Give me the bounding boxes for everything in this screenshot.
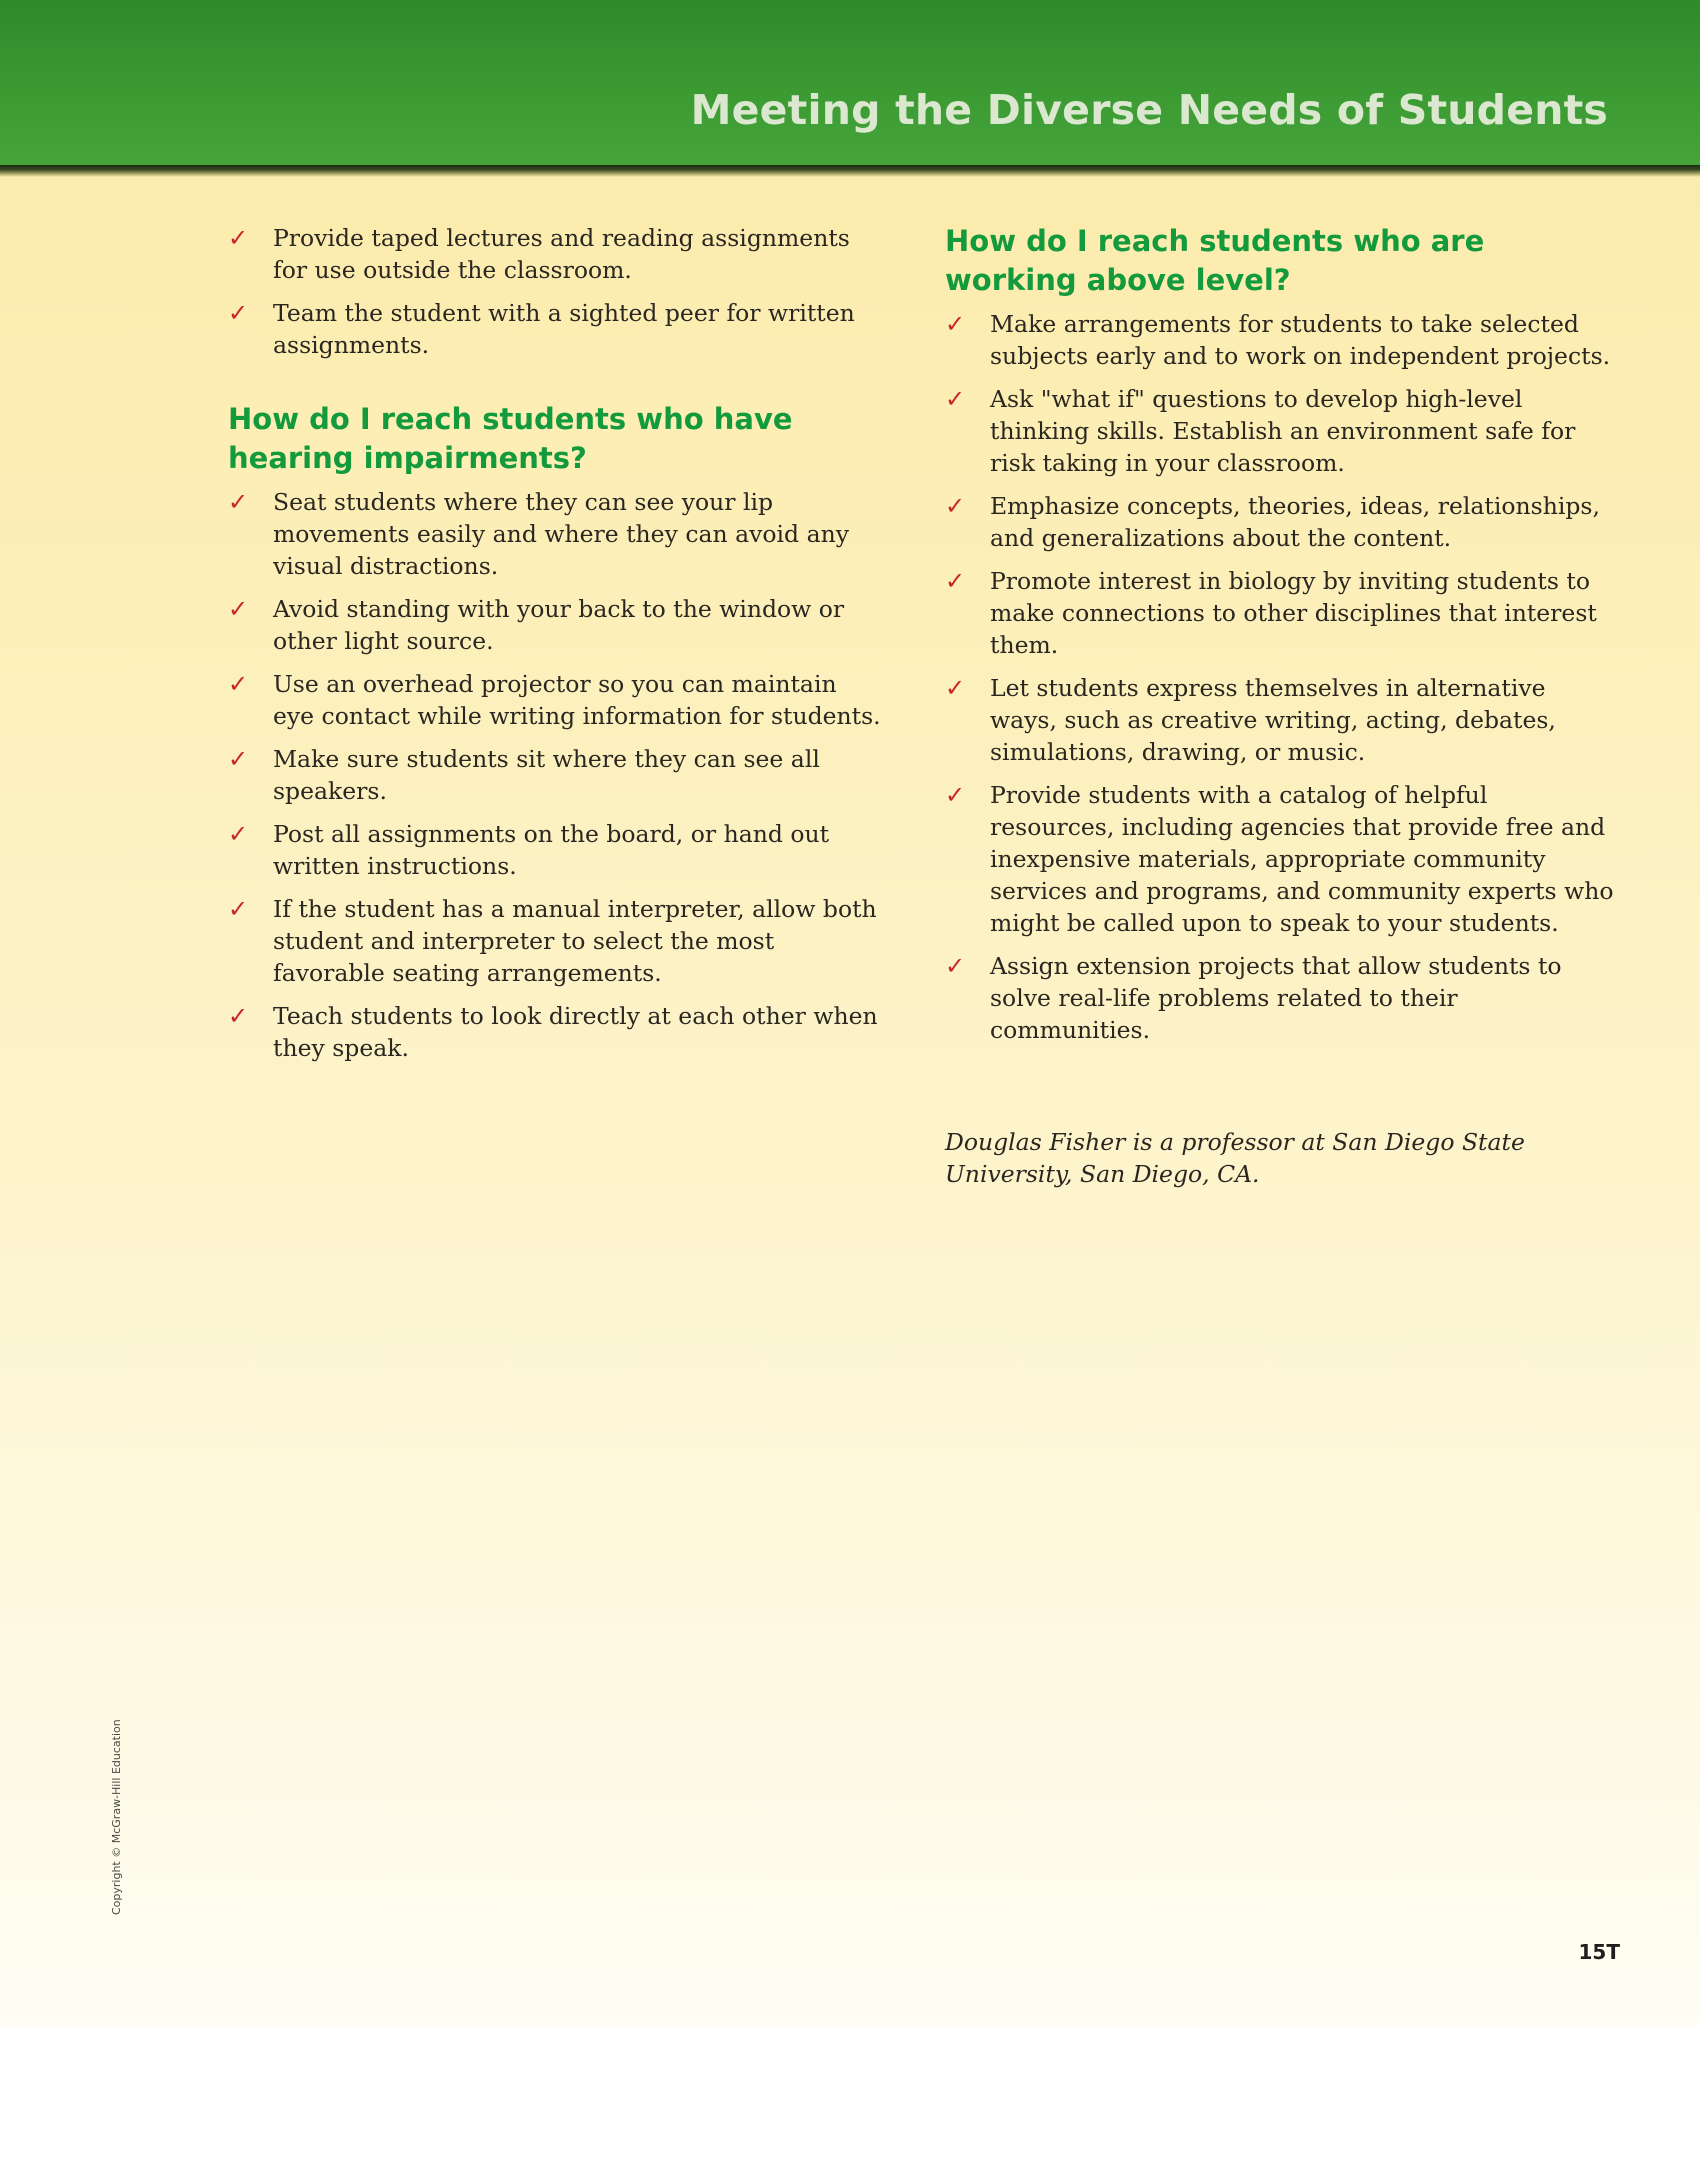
checkmark-icon: ✓ <box>945 492 966 520</box>
checkmark-icon: ✓ <box>945 781 966 809</box>
left-column <box>228 222 884 1075</box>
list-item: ✓ Promote interest in biology by inviting students to make connections to other disciplines that interest them. <box>945 567 1597 659</box>
intro-list <box>228 222 884 361</box>
list-item: ✓ Emphasize concepts, theories, ideas, relationships, and generalizations about the content. <box>945 492 1600 552</box>
checkmark-icon: ✓ <box>945 385 966 413</box>
checkmark-icon: ✓ <box>945 952 966 980</box>
header-divider <box>0 165 1700 177</box>
right-column <box>945 222 1617 1057</box>
checkmark-icon: ✓ <box>228 1002 249 1030</box>
checkmark-icon: ✓ <box>228 820 249 848</box>
checkmark-icon: ✓ <box>228 595 249 623</box>
list-item: ✓ Seat students where they can see your lip movements easily and where they can avoid any visual distractions. <box>228 488 849 580</box>
list-item: ✓ Assign extension projects that allow students to solve real-life problems related to their communities. <box>945 952 1562 1044</box>
list-item: ✓ Let students express themselves in alternative ways, such as creative writing, acting, debates, simulations, drawing, or music. <box>945 674 1556 766</box>
hearing-list <box>228 486 884 1064</box>
list-item: ✓ If the student has a manual interpreter, allow both student and interpreter to select the most favorable seating arrangements. <box>228 895 877 987</box>
checkmark-icon: ✓ <box>945 674 966 702</box>
author-byline: Douglas Fisher is a professor at San Diego State University, San Diego, CA. <box>945 1128 1525 1188</box>
page-number: 15T <box>1578 1940 1620 1964</box>
checkmark-icon: ✓ <box>945 567 966 595</box>
list-item: ✓ Post all assignments on the board, or hand out written instructions. <box>228 820 830 880</box>
list-item: ✓ Make arrangements for students to take selected subjects early and to work on independent projects. <box>945 310 1611 370</box>
section-heading-above-level: How do I reach students who are working above level? <box>945 224 1485 297</box>
checkmark-icon: ✓ <box>228 670 249 698</box>
page-title: Meeting the Diverse Needs of Students <box>690 86 1608 134</box>
copyright-notice: Copyright © McGraw-Hill Education <box>110 1719 123 1915</box>
checkmark-icon: ✓ <box>228 745 249 773</box>
list-item: ✓ Team the student with a sighted peer for written assignments. <box>228 299 855 359</box>
section-heading-hearing: How do I reach students who have hearing impairments? <box>228 402 793 475</box>
checkmark-icon: ✓ <box>945 310 966 338</box>
above-level-list <box>945 308 1617 1046</box>
list-item: ✓ Use an overhead projector so you can maintain eye contact while writing information for students. <box>228 670 881 730</box>
checkmark-icon: ✓ <box>228 299 249 327</box>
checkmark-icon: ✓ <box>228 224 249 252</box>
list-item: ✓ Provide taped lectures and reading assignments for use outside the classroom. <box>228 224 850 284</box>
list-item: ✓ Ask "what if" questions to develop high-level thinking skills. Establish an environment safe for risk taking in your classroom. <box>945 385 1576 477</box>
list-item: ✓ Avoid standing with your back to the window or other light source. <box>228 595 845 655</box>
checkmark-icon: ✓ <box>228 488 249 516</box>
list-item: ✓ Provide students with a catalog of helpful resources, including agencies that provide free and inexpensive materials, appropriate community services and programs, and community experts who might be called upon to speak to your students. <box>945 781 1614 937</box>
list-item: ✓ Teach students to look directly at each other when they speak. <box>228 1002 878 1062</box>
list-item: ✓ Make sure students sit where they can see all speakers. <box>228 745 820 805</box>
header-band <box>0 0 1700 165</box>
checkmark-icon: ✓ <box>228 895 249 923</box>
